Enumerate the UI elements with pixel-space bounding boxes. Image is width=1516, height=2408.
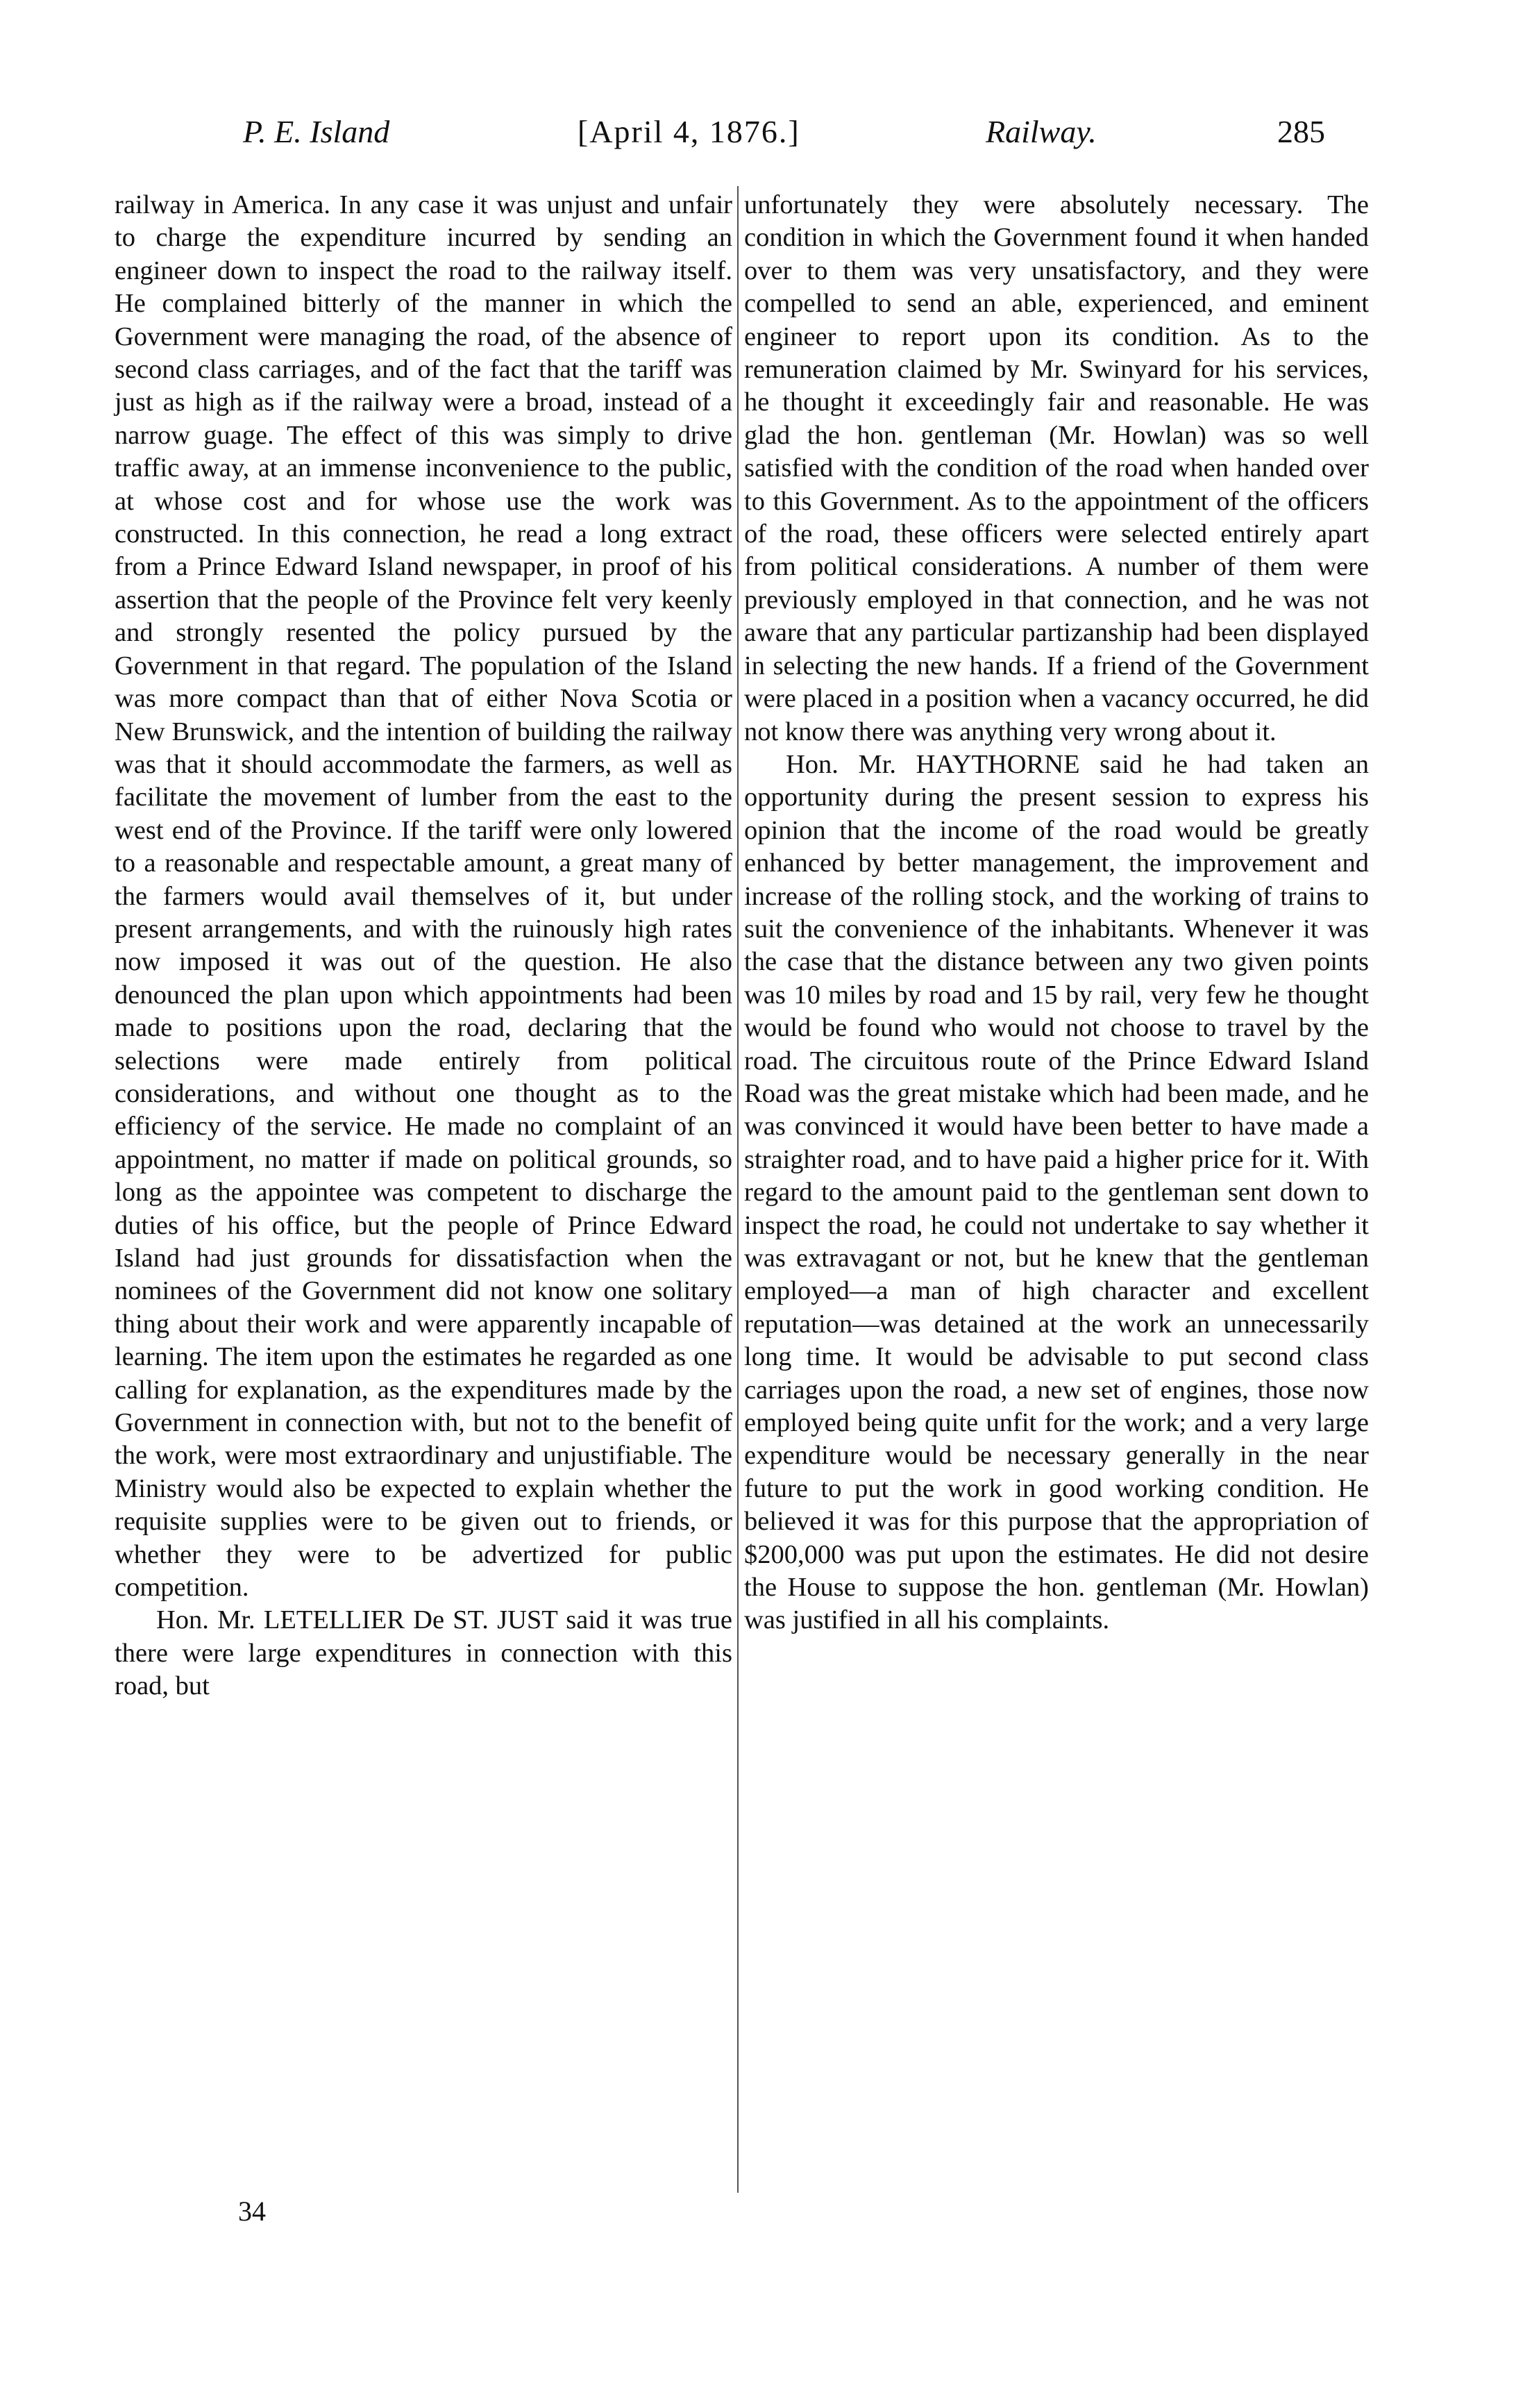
- header-date: [April 4, 1876.]: [578, 114, 800, 149]
- running-header: [243, 111, 1354, 160]
- right-paragraph-2: Hon. Mr. HAYTHORNE said he had taken an opportunity during the present session to express his opinion that the income of the road would be greatly enhanced by better management, the improvement and increase of the rolling stock, and the working of trains to suit the convenience of the inhabitants. Whenever it was the case that the distance between any two given points was 10 miles by road and 15 by rail, very few he thought would be found who would not choose to travel by the road. The circuitous route of the Prince Edward Island Road was the great mistake which had been made, and he was convinced it would have been better to have made a straighter road, and to have paid a higher price for it. With regard to the amount paid to the gentleman sent down to inspect the road, he could not undertake to say whether it was extravagant or not, but he knew that the gentleman employed—a man of high character and excellent reputation—was detained at the work an unnecessarily long time. It would be advisable to put second class carriages upon the road, a new set of engines, those now employed being quite unfit for the work; and a very large expenditure would be necessary generally in the near future to put the work in good working condition. He believed it was for this purpose that the appropriation of $200,000 was put upon the estimates. He did not desire the House to suppose the hon. gentleman (Mr. Howlan) was justified in all his complaints.: [744, 749, 1369, 1635]
- left-column: [115, 189, 732, 1703]
- header-place: P. E. Island: [243, 114, 390, 149]
- page-number: 285: [1277, 114, 1325, 149]
- signature-mark: 34: [238, 2196, 266, 2227]
- column-divider: [737, 186, 739, 2193]
- left-paragraph-1: railway in America. In any case it was unjust and unfair to charge the expenditure incurred by sending an engineer down to inspect the road to the railway itself. He complained bitterly of the manner in which the Government were managing the road, of the absence of second class carriages, and of the fact that the tariff was just as high as if the railway were a broad, instead of a narrow guage. The effect of this was simply to drive traffic away, at an immense inconvenience to the public, at whose cost and for whose use the work was constructed. In this connection, he read a long extract from a Prince Edward Island newspaper, in proof of his assertion that the people of the Province felt very keenly and strongly resented the policy pursued by the Government in that regard. The population of the Island was more compact than that of either Nova Scotia or New Brunswick, and the intention of building the railway was that it should accommodate the farmers, as well as facilitate the movement of lumber from the east to the west end of the Province. If the tariff were only lowered to a reasonable and respectable amount, a great many of the farmers would avail themselves of it, but under present arrangements, and with the ruinously high rates now imposed it was out of the question. He also denounced the plan upon which appointments had been made to positions upon the road, declaring that the selections were made entirely from political considerations, and without one thought as to the efficiency of the service. He made no complaint of an appointment, no matter if made on political grounds, so long as the appointee was competent to discharge the duties of his office, but the people of Prince Edward Island had just grounds for dissatisfaction when the nominees of the Government did not know one solitary thing about their work and were apparently incapable of learning. The item upon the estimates he regarded as one calling for explanation, as the expenditures made by the Government in connection with, but not to the benefit of the work, were most extraordinary and unjustifiable. The Ministry would also be expected to explain whether the requisite supplies were to be given out to friends, or whether they were to be advertized for public competition.: [115, 190, 732, 1603]
- right-paragraph-1: unfortunately they were absolutely necessary. The condition in which the Government found it when handed over to them was very unsatisfactory, and they were compelled to send an able, experienced, and eminent engineer to report upon its condition. As to the remuneration claimed by Mr. Swinyard for his services, he thought it exceedingly fair and reasonable. He was glad the hon. gentleman (Mr. Howlan) was so well satisfied with the condition of the road when handed over to this Government. As to the appointment of the officers of the road, these officers were selected entirely apart from political considerations. A number of them were previously employed in that connection, and he was not aware that any particular partizanship had been displayed in selecting the new hands. If a friend of the Government were placed in a position when a vacancy occurred, he did not know there was anything very wrong about it.: [744, 190, 1369, 746]
- left-paragraph-2: Hon. Mr. LETELLIER De ST. JUST said it was true there were large expenditures in connection with this road, but: [115, 1605, 732, 1701]
- right-column: [744, 189, 1369, 1637]
- header-subject: Railway.: [986, 114, 1097, 149]
